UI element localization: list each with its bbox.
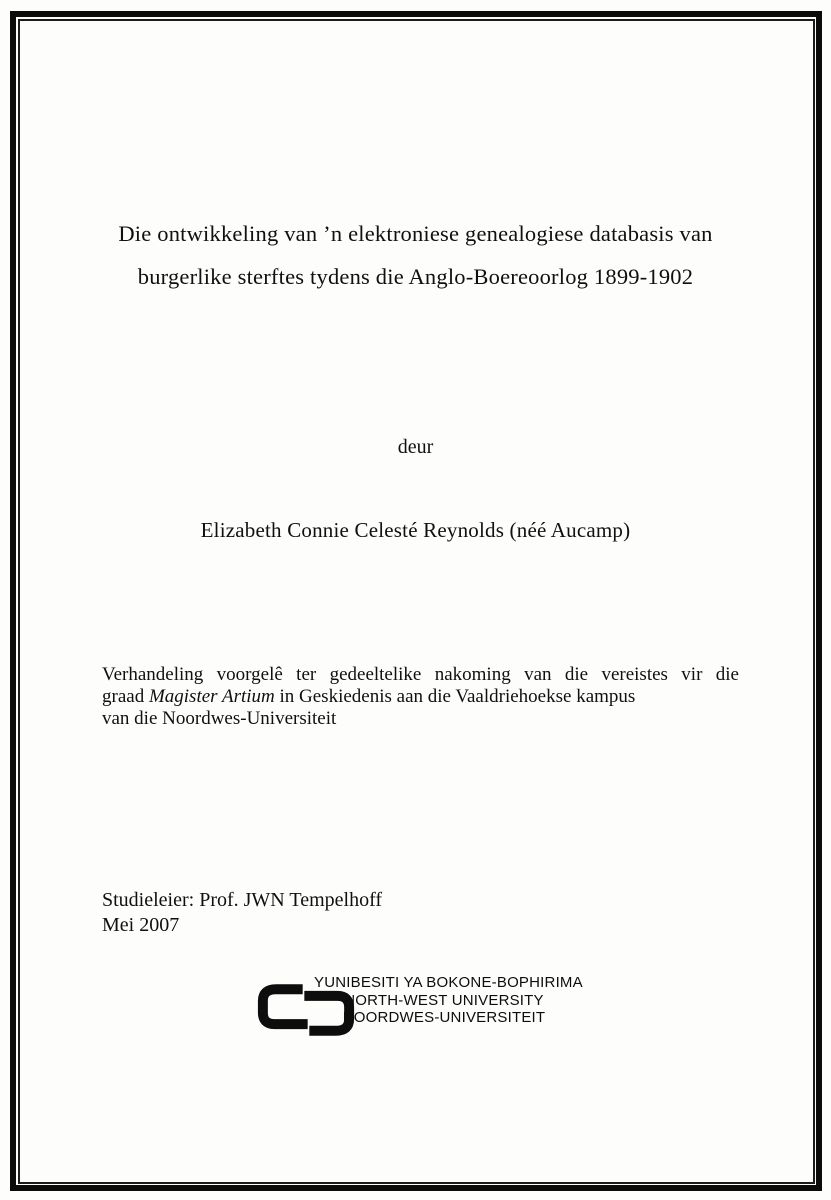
author-name: Elizabeth Connie Celesté Reynolds (néé Aucamp) xyxy=(200,518,631,542)
supervisor-line: Studieleier: Prof. JWN Tempelhoff xyxy=(102,889,383,911)
title-line-2: burgerlike sterftes tydens die Anglo-Boereoorlog 1899-1902 xyxy=(137,264,694,289)
submission-statement xyxy=(102,664,739,730)
logo-text-english: NORTH-WEST UNIVERSITY xyxy=(344,991,544,1009)
university-logo xyxy=(254,970,584,1055)
degree-name: Magister Artium xyxy=(148,686,275,707)
university-logo-text xyxy=(314,974,583,1027)
title-line-1: Die ontwikkeling van ’n elektroniese genealogiese databasis van xyxy=(118,221,713,246)
submission-line-2 xyxy=(102,686,739,708)
logo-text-setswana: YUNIBESITI YA BOKONE-BOPHIRIMA xyxy=(314,974,583,991)
byline-deur: deur xyxy=(397,436,434,458)
degree-prefix: graad xyxy=(102,686,149,707)
supervisor-block xyxy=(102,888,382,938)
thesis-title xyxy=(0,212,831,298)
date-line: Mei 2007 xyxy=(102,914,180,936)
submission-line-1: Verhandeling voorgelê ter gedeeltelike nakoming van die vereistes vir die xyxy=(102,664,739,685)
degree-suffix: in Geskiedenis aan die Vaaldriehoekse kampus xyxy=(274,686,636,707)
logo-text-afrikaans: NOORDWES-UNIVERSITEIT xyxy=(342,1009,546,1026)
submission-line-3: van die Noordwes-Universiteit xyxy=(102,708,337,729)
